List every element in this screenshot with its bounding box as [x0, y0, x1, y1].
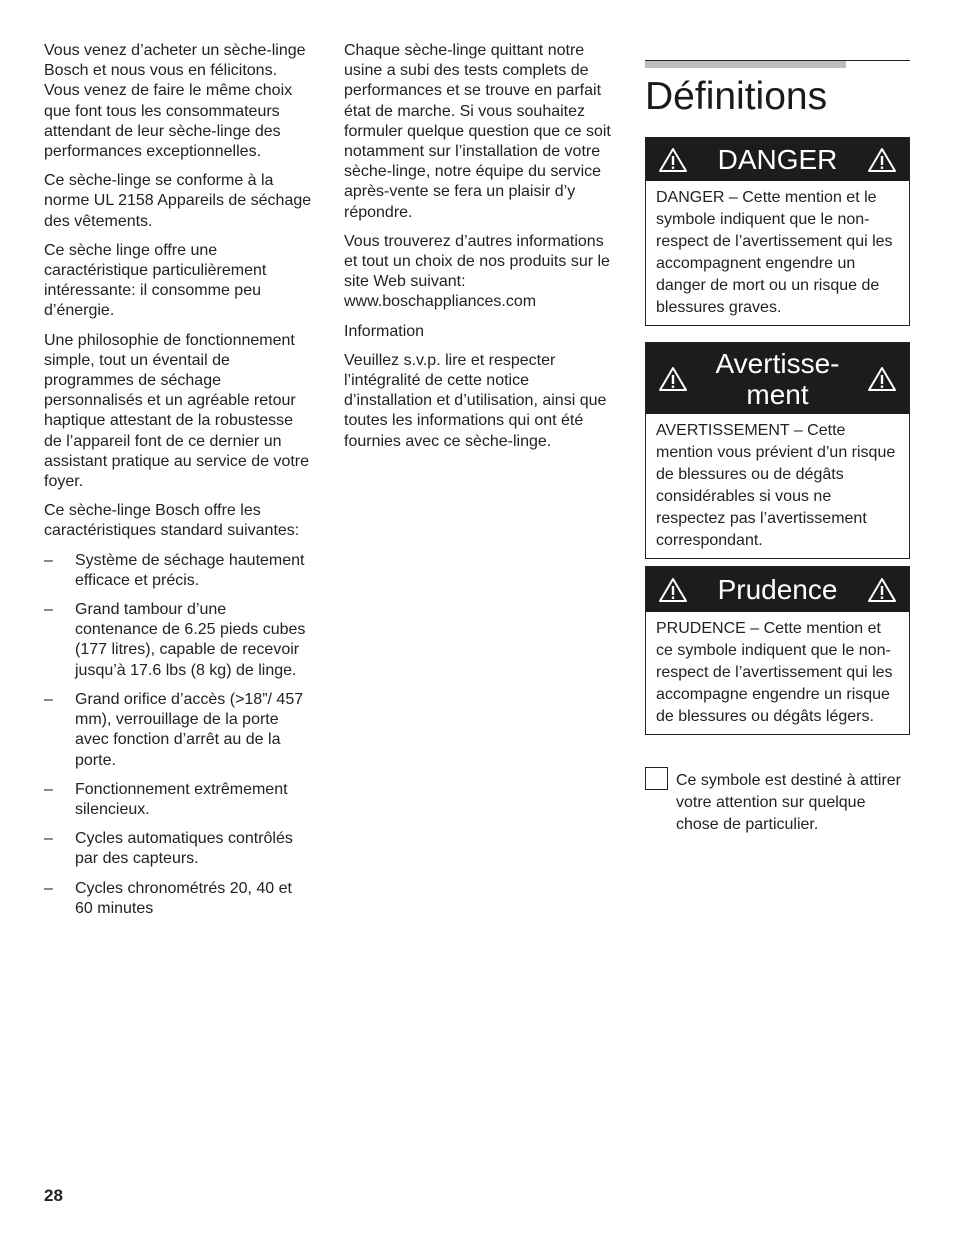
danger-header: [646, 138, 909, 181]
caution-text: – Cette mention et ce symbole indiquent que le non-respect de l’avertissement qui les accompagne engendre un risque de blessures ou dégâts légers.: [656, 620, 893, 725]
intro-paragraph-1: Vous venez d’acheter un sèche-linge Bosch et nous vous en félicitons. Vous venez de faire le même choix que font tous les consommateurs attendant de leur sèche-linge des performances exceptionnelles.: [44, 42, 306, 161]
warning-signal-word: AVERTISSEMENT: [656, 422, 790, 439]
warning-triangle-icon: [658, 147, 688, 173]
information-heading: Information: [344, 322, 425, 340]
danger-description: [646, 181, 909, 325]
caution-description: [646, 612, 909, 734]
bullet-dash: –: [44, 830, 53, 848]
features-list: [44, 551, 312, 919]
list-item: [44, 690, 312, 771]
note-square-icon: [645, 767, 668, 790]
list-item-text: Cycles chronométrés 20, 40 et 60 minutes: [75, 879, 292, 917]
warning-title: [716, 348, 840, 410]
warning-triangle-icon: [867, 147, 897, 173]
intro-column: [44, 41, 312, 928]
service-paragraph-3: Veuillez s.v.p. lire et respecter l’intégralité de cette notice d’installation et d’utilisation, ainsi que toutes les informations qui ont été fournies avec ce sèche-linge.: [344, 351, 607, 450]
bullet-dash: –: [44, 601, 53, 619]
warning-title-line-2: ment: [746, 378, 809, 410]
caution-signal-word: PRUDENCE: [656, 620, 746, 637]
warning-text: – Cette mention vous prévient d’un risque de blessures ou de dégâts considérables si vous ne respectez pas l’avertissement correspondant.: [656, 422, 896, 549]
service-column: [344, 41, 616, 461]
intro-paragraph-5: Ce sèche-linge Bosch offre les caractéristiques standard suivantes:: [44, 502, 300, 540]
list-item: [44, 551, 312, 591]
caution-title: Prudence: [717, 574, 838, 605]
page-title: Définitions: [645, 75, 828, 118]
caution-header: [646, 567, 909, 612]
list-item-text: Grand orifice d’accès (>18”/ 457 mm), verrouillage de la porte avec fonction d’arrêt au de la porte.: [75, 690, 304, 769]
note-text: Ce symbole est destiné à attirer votre attention sur quelque chose de particulier.: [676, 772, 901, 833]
bullet-dash: –: [44, 780, 53, 798]
bullet-dash: –: [44, 551, 53, 569]
warning-triangle-icon: [658, 577, 688, 603]
header-rule-black: [645, 60, 910, 61]
danger-signal-word: DANGER: [656, 189, 725, 206]
warning-description: [646, 414, 909, 558]
header-rule-gray: [645, 60, 846, 68]
list-item: [44, 879, 312, 919]
danger-title: DANGER: [717, 144, 838, 175]
list-item-text: Système de séchage hautement efficace et précis.: [75, 551, 305, 589]
warning-header: [646, 343, 909, 414]
danger-text: – Cette mention et le symbole indiquent que le non-respect de l’avertissement qui les accompagnent engendre un danger de mort ou un risque de blessures graves.: [656, 189, 893, 316]
warning-box: [645, 342, 910, 559]
list-item-text: Grand tambour d’une contenance de 6.25 pieds cubes (177 litres), capable de recevoir jusqu’à 17.6 lbs (8 kg) de linge.: [75, 601, 306, 679]
warning-triangle-icon: [867, 577, 897, 603]
list-item: [44, 600, 312, 681]
intro-paragraph-4: Une philosophie de fonctionnement simple, tout un éventail de programmes de séchage personnalisés et un agréable retour haptique attestant de la robustesse de l’appareil font de ce dernier un assistant pratique au service de votre foyer.: [44, 331, 310, 491]
list-item-text: Cycles automatiques contrôlés par des capteurs.: [75, 830, 293, 868]
list-item: [44, 780, 312, 820]
service-paragraph-1: Chaque sèche-linge quittant notre usine a subi des tests complets de performances et se trouve en parfait état de marche. Si vous souhaitez formuler quelque question que ce soit notamment sur l’installation de votre sèche-linge, notre équipe du service après-vente se fera un plaisir d’y répondre.: [344, 42, 611, 221]
warning-triangle-icon: [867, 366, 897, 392]
list-item: [44, 829, 312, 869]
page-number: 28: [44, 1186, 63, 1205]
intro-paragraph-3: Ce sèche linge offre une caractéristique particulièrement intéressante: il consomme peu d’énergie.: [44, 241, 267, 320]
service-paragraph-2: Vous trouverez d’autres informations et tout un choix de nos produits sur le site Web suivant: www.boschappliances.com: [344, 232, 610, 311]
caution-box: [645, 566, 910, 735]
danger-box: [645, 137, 910, 326]
warning-triangle-icon: [658, 366, 688, 392]
bullet-dash: –: [44, 690, 53, 708]
bullet-dash: –: [44, 879, 53, 897]
warning-title-line-1: Avertisse-: [715, 347, 840, 379]
intro-paragraph-2: Ce sèche-linge se conforme à la norme UL 2158 Appareils de séchage des vêtements.: [44, 172, 312, 230]
list-item-text: Fonctionnement extrêmement silencieux.: [75, 780, 288, 818]
